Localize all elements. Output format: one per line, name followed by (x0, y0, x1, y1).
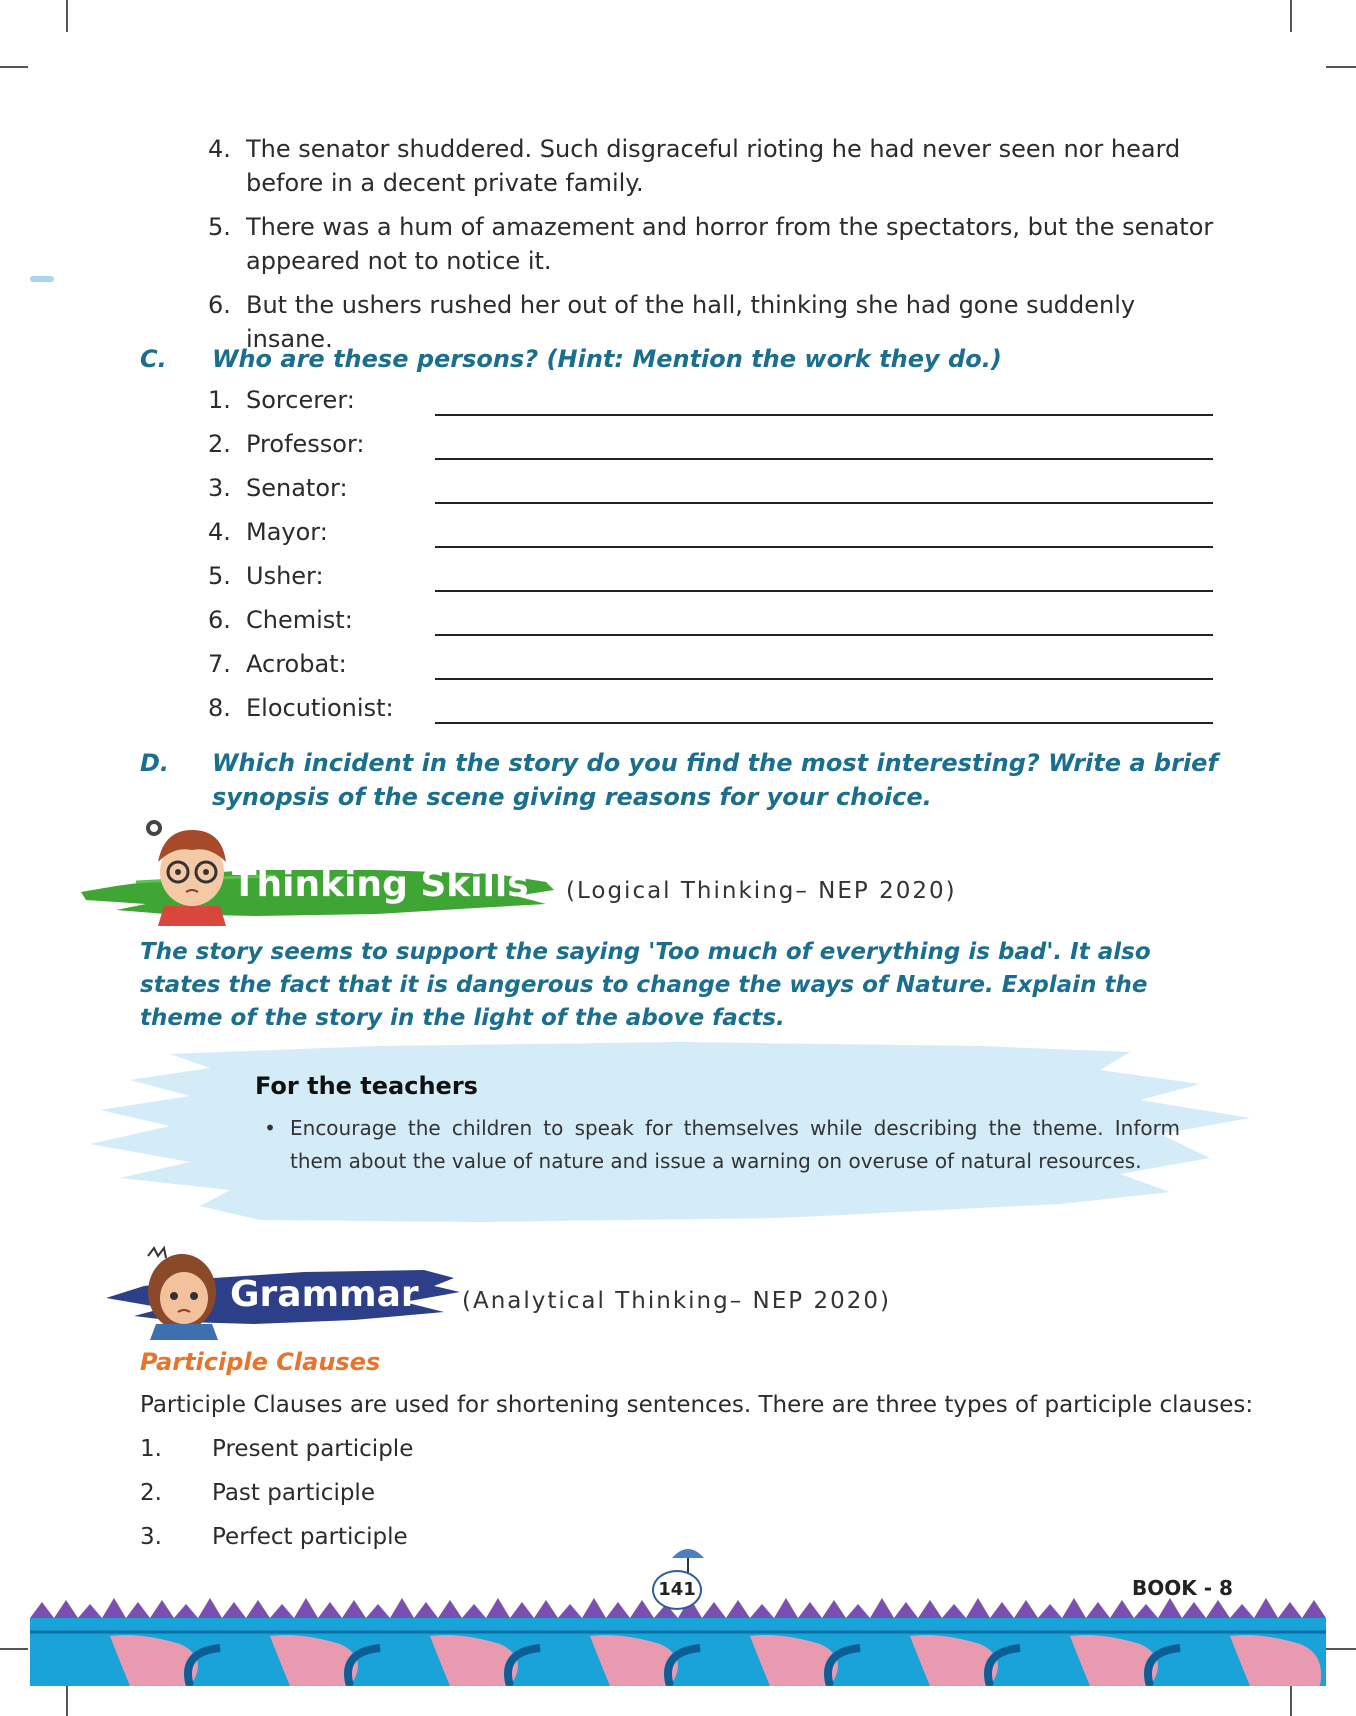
list-item-text: Past participle (212, 1480, 375, 1506)
crop-mark (0, 66, 28, 68)
margin-mark (30, 276, 54, 282)
crop-mark (1290, 1684, 1292, 1716)
book-label: BOOK - 8 (1132, 1576, 1233, 1600)
question-text: Which incident in the story do you find the most interesting? Write a brief synopsis of the scene giving reasons for your choice. (212, 749, 1218, 811)
answer-label: Chemist: (246, 606, 353, 634)
girl-character-icon (138, 1240, 228, 1340)
teachers-bullet-text: Encourage the children to speak for themselves while describing the theme. Inform them about the value of nature and issue a warning on overuse of natural resources. (290, 1116, 1180, 1173)
page-number: 141 (652, 1570, 702, 1610)
answer-blank-line[interactable] (435, 590, 1213, 592)
crop-mark (1326, 1648, 1356, 1650)
thinking-nep-label: (Logical Thinking– NEP 2020) (566, 878, 957, 904)
list-item-text: The senator shuddered. Such disgraceful rioting he had never seen nor heard before in a decent private family. (246, 135, 1181, 197)
answer-number: 2. (208, 430, 231, 458)
answer-row (208, 470, 1213, 514)
list-item (208, 210, 1218, 278)
list-item-number: 1. (140, 1436, 162, 1462)
answer-label: Senator: (246, 474, 348, 502)
thinking-question: The story seems to support the saying 'Too much of everything is bad'. It also states the fact that it is dangerous to change the ways of Nature. Explain the theme of the story in the light of the above facts. (140, 939, 1151, 1031)
answer-blank-line[interactable] (435, 678, 1213, 680)
question-text: Who are these persons? (Hint: Mention the work they do.) (212, 345, 1002, 373)
crop-mark (66, 0, 68, 32)
persons-answer-list (208, 382, 1213, 734)
grammar-banner (104, 1240, 464, 1340)
question-c-heading (140, 342, 1230, 376)
participle-types-list (140, 1436, 413, 1568)
list-item (140, 1480, 413, 1524)
list-item-text: Present participle (212, 1436, 414, 1462)
list-item (140, 1524, 413, 1568)
thinking-skills-banner (76, 816, 556, 926)
participle-clauses-intro: Participle Clauses are used for shortening sentences. There are three types of participle clauses: (140, 1392, 1254, 1418)
answer-label: Elocutionist: (246, 694, 394, 722)
crop-mark (1290, 0, 1292, 32)
list-item (208, 132, 1218, 200)
answer-label: Sorcerer: (246, 386, 355, 414)
crop-mark (66, 1684, 68, 1716)
answer-label: Acrobat: (246, 650, 347, 678)
question-letter: D. (140, 749, 170, 777)
answer-row (208, 602, 1213, 646)
answer-number: 4. (208, 518, 231, 546)
answer-row (208, 382, 1213, 426)
list-item-text: But the ushers rushed her out of the hall, thinking she had gone suddenly insane. (246, 291, 1136, 353)
answer-label: Professor: (246, 430, 365, 458)
teachers-heading: For the teachers (255, 1072, 478, 1100)
answer-blank-line[interactable] (435, 546, 1213, 548)
list-item (140, 1436, 413, 1480)
list-item-number: 3. (140, 1524, 162, 1550)
boy-character-icon (140, 816, 230, 926)
thinking-skills-title: Thinking Skills (232, 864, 529, 905)
answer-blank-line[interactable] (435, 502, 1213, 504)
list-item-number: 2. (140, 1480, 162, 1506)
bullet-dot: • (264, 1116, 276, 1140)
list-item-text: Perfect participle (212, 1524, 408, 1550)
participle-clauses-heading: Participle Clauses (140, 1348, 381, 1376)
grammar-title: Grammar (230, 1274, 419, 1315)
answer-label: Mayor: (246, 518, 328, 546)
list-item-text: There was a hum of amazement and horror from the spectators, but the senator appeared not to notice it. (246, 213, 1214, 275)
sentence-list (208, 132, 1218, 366)
answer-row (208, 558, 1213, 602)
answer-blank-line[interactable] (435, 458, 1213, 460)
answer-row (208, 426, 1213, 470)
answer-row (208, 646, 1213, 690)
teachers-note-box (80, 1040, 1260, 1230)
answer-blank-line[interactable] (435, 634, 1213, 636)
list-item-number: 5. (208, 213, 231, 241)
answer-number: 6. (208, 606, 231, 634)
teachers-bullet (250, 1112, 1180, 1178)
question-letter: C. (140, 345, 167, 373)
answer-blank-line[interactable] (435, 722, 1213, 724)
list-item-number: 4. (208, 135, 231, 163)
answer-number: 5. (208, 562, 231, 590)
grammar-nep-label: (Analytical Thinking– NEP 2020) (462, 1288, 891, 1314)
answer-row (208, 514, 1213, 558)
list-item-number: 6. (208, 291, 231, 319)
crop-mark (0, 1648, 28, 1650)
answer-number: 1. (208, 386, 231, 414)
crop-mark (1326, 66, 1356, 68)
answer-blank-line[interactable] (435, 414, 1213, 416)
answer-number: 7. (208, 650, 231, 678)
answer-number: 8. (208, 694, 231, 722)
answer-row (208, 690, 1213, 734)
answer-label: Usher: (246, 562, 324, 590)
answer-number: 3. (208, 474, 231, 502)
question-d-heading (140, 746, 1230, 814)
